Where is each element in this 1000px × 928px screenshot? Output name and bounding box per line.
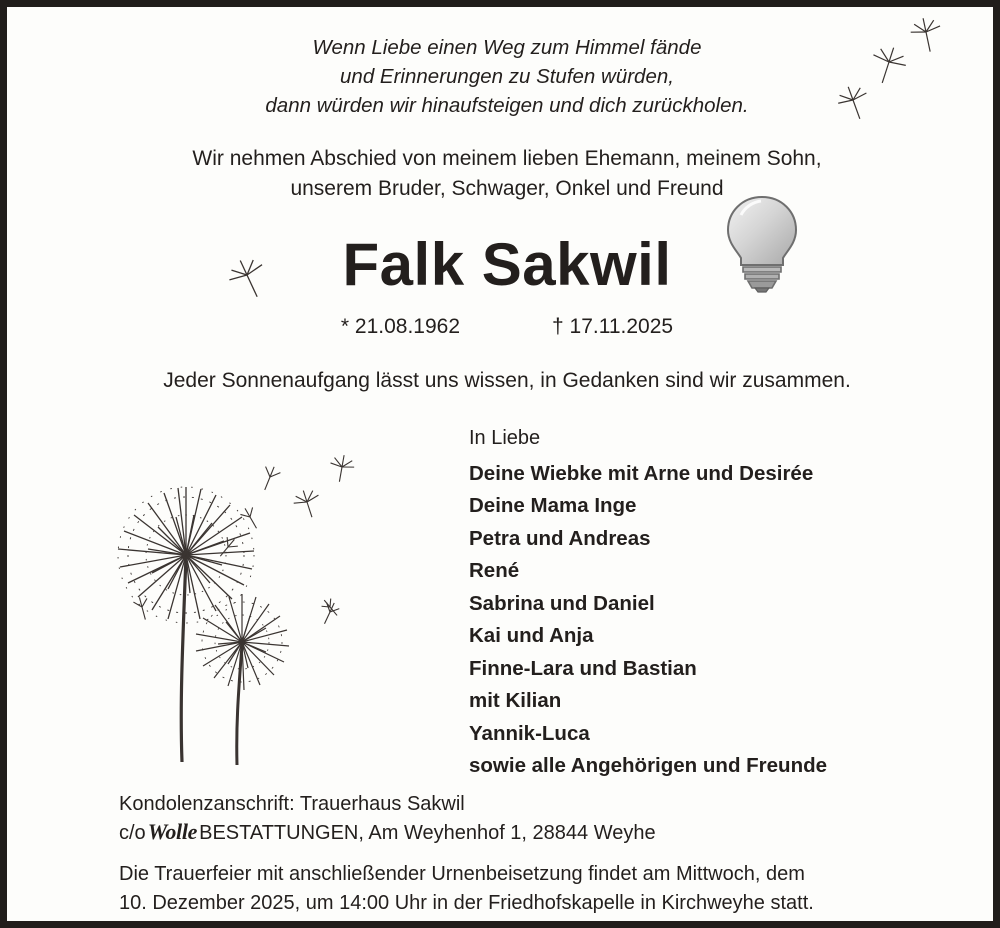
verse-line-2: und Erinnerungen zu Stufen würden, (340, 65, 674, 88)
wolle-logo: Wolle (147, 819, 198, 844)
list-item: Deine Mama Inge (469, 494, 637, 517)
life-dates (7, 315, 1000, 339)
page-title: Falk Sakwil (342, 231, 672, 298)
intro-line-2: unserem Bruder, Schwager, Onkel und Freund (290, 177, 724, 200)
intro-block (7, 144, 1000, 204)
list-item: mit Kilian (469, 689, 562, 712)
ceremony-line-1: Die Trauerfeier mit anschließender Urnenbeisetzung findet am Mittwoch, dem (119, 863, 805, 885)
list-item: sowie alle Angehörigen und Freunde (469, 754, 828, 777)
mourners-block (469, 422, 969, 783)
funeral-home-details: BESTATTUNGEN, Am Weyhenhof 1, 28844 Weyhe (199, 822, 656, 844)
birth-date: * 21.08.1962 (340, 315, 461, 338)
list-item: Petra und Andreas (469, 526, 651, 550)
verse-line-1: Wenn Liebe einen Weg zum Himmel fände (312, 36, 702, 59)
memorial-line: Jeder Sonnenaufgang lässt uns wissen, in Gedanken sind wir zusammen. (163, 369, 851, 392)
condolence-address: Kondolenzanschrift: Trauerhaus Sakwil (119, 793, 465, 815)
list-item: Yannik-Luca (469, 721, 590, 745)
list-item: Sabrina und Daniel (469, 591, 655, 615)
mourners-heading: In Liebe (469, 427, 541, 449)
dandelion-icon (102, 407, 402, 782)
list-item: Finne-Lara und Bastian (469, 656, 697, 680)
list-item: Deine Wiebke mit Arne und Desirée (469, 461, 814, 485)
list-item: René (469, 559, 520, 582)
list-item: Kai und Anja (469, 624, 594, 647)
intro-line-1: Wir nehmen Abschied von meinem lieben Ehemann, meinem Sohn, (192, 147, 822, 170)
verse-line-3: dann würden wir hinaufsteigen und dich zurückholen. (265, 94, 749, 117)
verse-block (7, 33, 1000, 120)
funeral-home-address (119, 818, 919, 847)
ceremony-line-2: 10. Dezember 2025, um 14:00 Uhr in der Friedhofskapelle in Kirchweyhe statt. (119, 892, 814, 914)
death-date: † 17.11.2025 (552, 315, 674, 338)
co-label: c/o (119, 822, 146, 844)
footer-block (119, 790, 919, 918)
ceremony-info (119, 860, 919, 918)
